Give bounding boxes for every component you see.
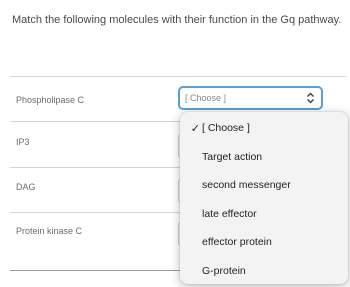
menu-item-effector-protein[interactable] (180, 228, 348, 257)
checkmark-icon: ✓ (190, 122, 200, 135)
menu-item-choose[interactable] (180, 114, 348, 143)
dropdown-menu (180, 112, 348, 284)
menu-item-second-messenger[interactable] (180, 171, 348, 200)
menu-item-label: [ Choose ] (202, 122, 250, 135)
menu-item-late-effector[interactable] (180, 200, 348, 229)
row-label-phospholipase-c: Phospholipase C (16, 95, 85, 105)
question-text: Match the following molecules with their function in the Gq pathway. (12, 14, 342, 26)
menu-item-label: late effector (202, 207, 257, 220)
answer-select-phospholipase-c[interactable] (178, 86, 323, 110)
menu-item-label: G-protein (202, 264, 246, 277)
menu-item-target-action[interactable] (180, 143, 348, 172)
menu-item-label: Target action (202, 150, 263, 163)
menu-item-label: second messenger (202, 179, 291, 192)
row-label-dag: DAG (16, 182, 36, 192)
row-label-protein-kinase-c: Protein kinase C (16, 226, 83, 236)
select-value: [ Choose ] (185, 93, 227, 103)
divider (10, 76, 346, 77)
up-down-chevron-icon (306, 92, 315, 104)
row-label-ip3: IP3 (16, 137, 30, 147)
menu-item-label: effector protein (202, 236, 272, 249)
menu-item-g-protein[interactable] (180, 257, 348, 286)
